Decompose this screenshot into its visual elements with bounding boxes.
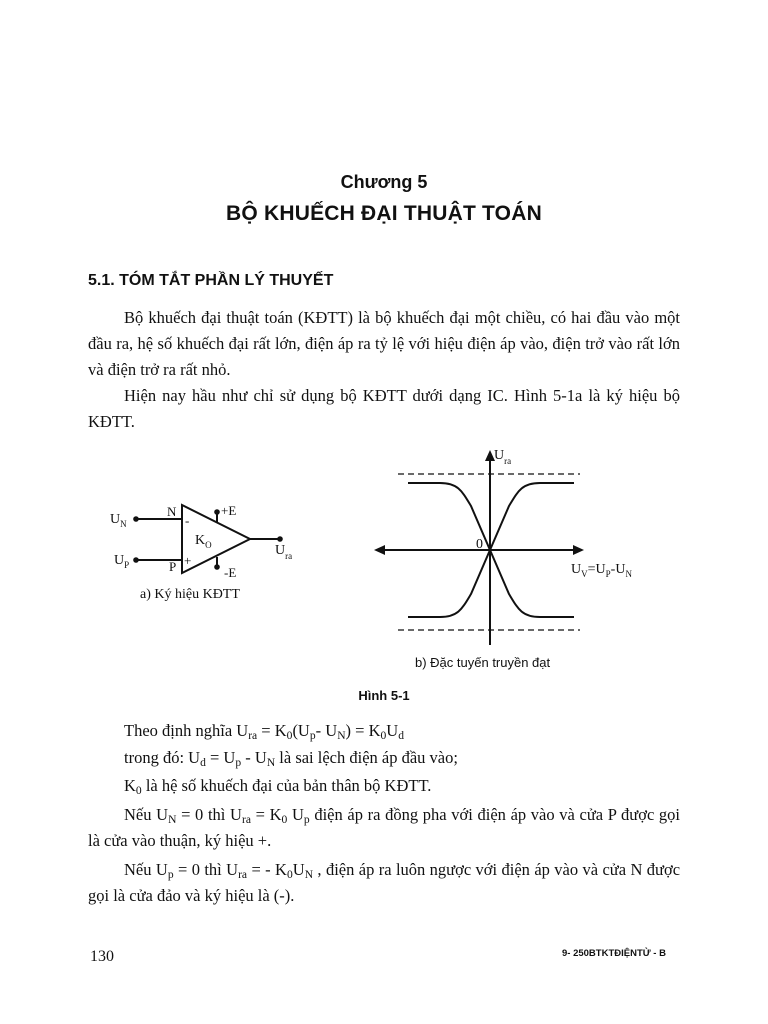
output-label: $U_{ra}$ [275,543,293,561]
gain-definition-line: $K_0$ là hệ số khuếch đại của bản thân bộ KĐTT. [124,776,432,797]
input-p-terminal [133,557,139,563]
x-axis-label: $U_V=U_P-U_N$ [571,562,632,579]
output-terminal [277,536,283,542]
noninverting-paragraph: Nếu $U_N = 0$ thì $U_{ra} = K_0$ $U_p$ điện áp ra đồng pha với điện áp vào và cửa P được gọi là cửa vào thuận, ký hiệu +. [88,805,681,850]
negative-supply-label: -E [224,565,237,580]
gain-label: $K_O$ [195,533,212,550]
figure-a-caption: a) Ký hiệu KĐTT [140,587,240,602]
y-axis-label: $U_{ra}$ [494,448,512,466]
negative-supply-terminal [214,564,220,570]
chapter-title: BỘ KHUẾCH ĐẠI THUẬT TOÁN [226,202,542,225]
n-pin-label: N [167,504,177,519]
input-n-terminal [133,516,139,522]
opamp-symbol-figure [100,495,320,585]
intro-paragraph: Bộ khuếch đại thuật toán (KĐTT) là bộ khuếch đại một chiều, có hai đầu vào một đầu ra, hệ số khuếch đại rất lớn, điện áp ra tỷ lệ với hiệu điện áp vào, điện trở vào rất lớn và điện trở ra rất nhỏ. [88,308,680,379]
x-axis-right-arrow [573,545,584,555]
transfer-characteristic-figure [370,445,660,655]
section-heading: 5.1. TÓM TẮT PHẦN LÝ THUYẾT [88,272,334,289]
origin-label: 0 [476,537,483,552]
difference-voltage-equation: trong đó: $U_d = U_p - U_N$ là sai lệch điện áp đầu vào; [124,748,458,769]
minus-sign: - [185,513,190,528]
positive-supply-terminal [214,509,220,515]
plus-sign: + [184,553,192,568]
definition-equation: Theo định nghĩa $U_{ra} = K_0(U_p-$ $U_N) = K_0U_d$ [124,721,404,742]
p-pin-label: P [169,559,177,574]
ic-paragraph: Hiện nay hầu như chỉ sử dụng bộ KĐTT dưới dạng IC. Hình 5-1a là ký hiệu bộ KĐTT. [88,386,680,431]
x-axis-left-arrow [374,545,385,555]
positive-supply-label: +E [221,503,237,518]
chapter-heading: Chương 5 [340,172,428,192]
up-label: $U_P$ [114,553,130,570]
footer-code: 9- 250BTKTĐIỆNTỬ - B [562,948,666,959]
figure-b-caption: b) Đặc tuyến truyền đạt [415,655,551,670]
page-number: 130 [90,948,114,965]
inverting-paragraph: Nếu $U_p = 0$ thì $U_{ra}$ = - $K_0U_N$ , điện áp ra luôn ngược với điện áp vào và cửa N được gọi là cửa đảo và ký hiệu là (-). [88,860,681,905]
figure-label: Hình 5-1 [358,688,410,703]
un-label: $U_N$ [110,512,127,529]
